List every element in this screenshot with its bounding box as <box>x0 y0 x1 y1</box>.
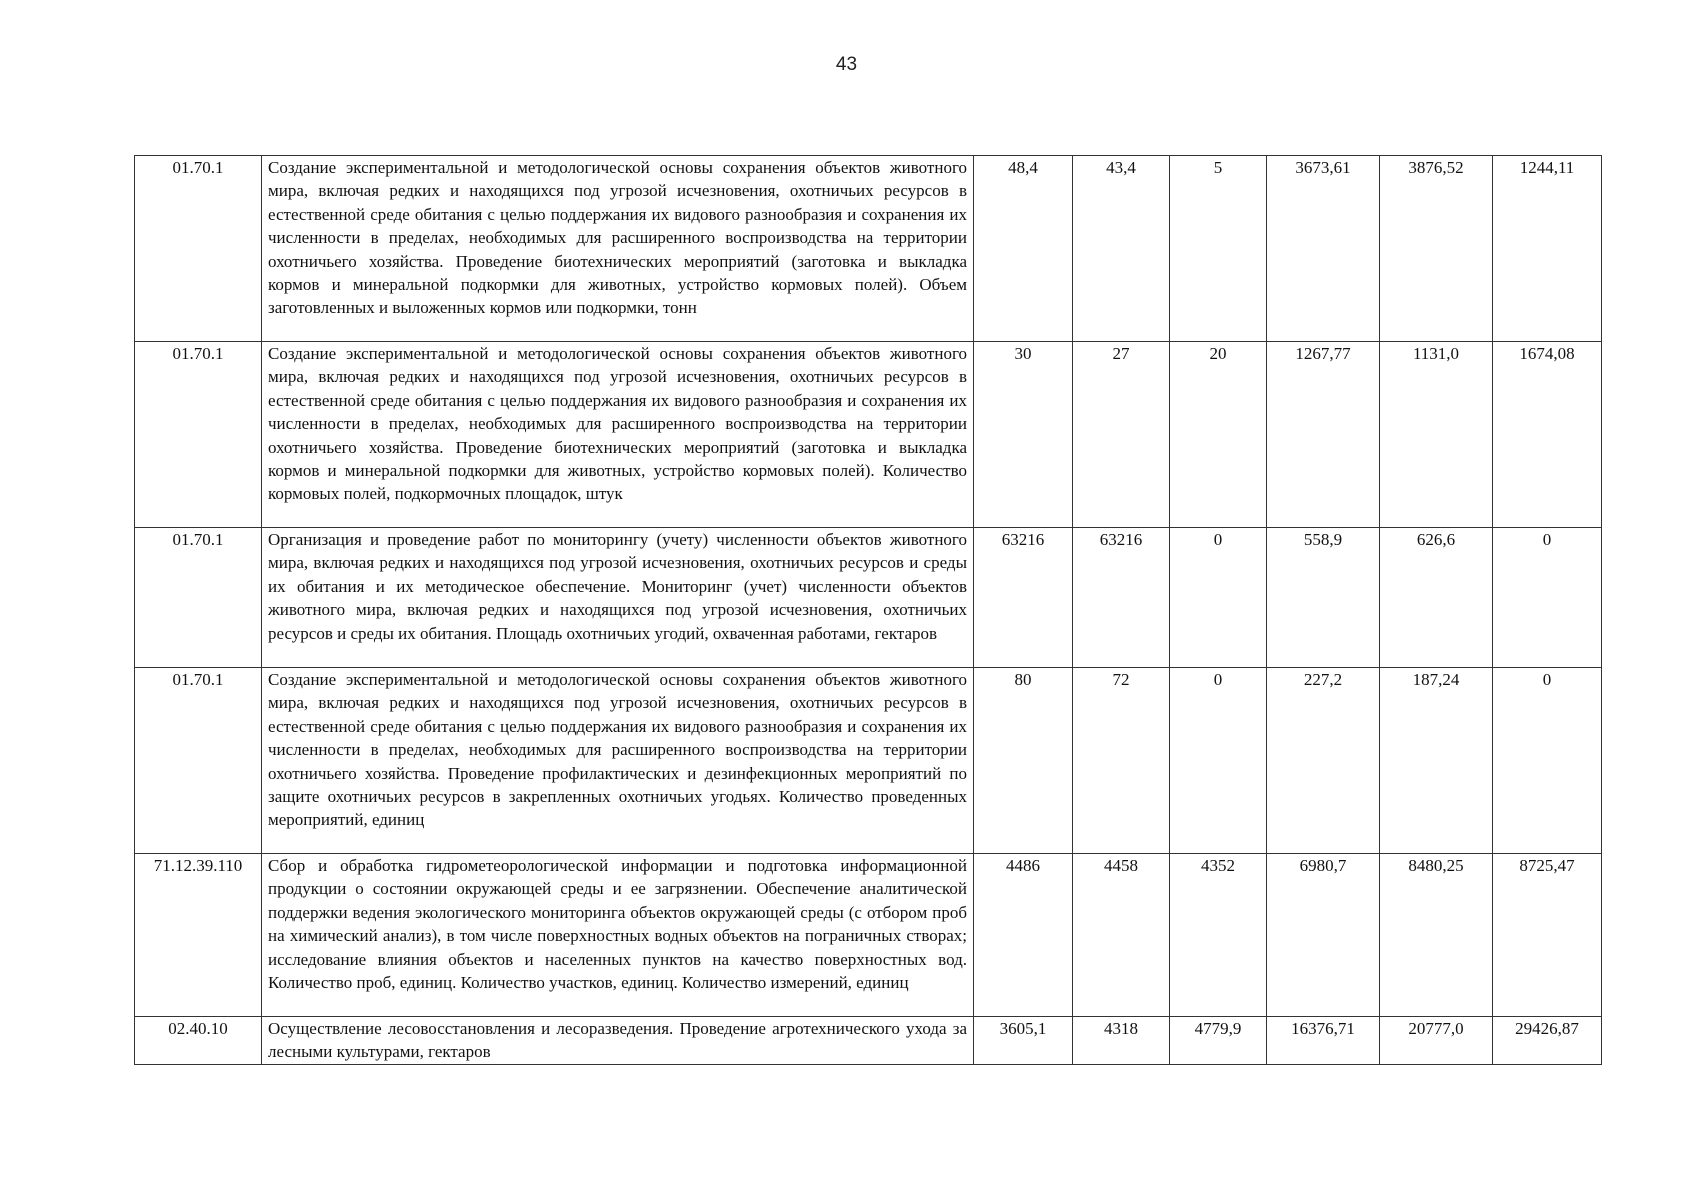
table-row <box>135 1017 1602 1065</box>
value-cell: 5 <box>1170 156 1267 342</box>
value-cell: 3876,52 <box>1380 156 1493 342</box>
activity-description: Организация и проведение работ по мониторингу (учету) численности объектов животного мира, включая редких и находящихся под угрозой исчезновения, охотничьих ресурсов и среды их обитания и их методическое обеспечение. Мониторинг (учет) численности объектов животного мира, включая редких и находящихся под угрозой исчезновения, охотничьих ресурсов и среды их обитания. Площадь охотничьих угодий, охваченная работами, гектаров <box>262 528 974 668</box>
value-cell: 0 <box>1493 528 1602 668</box>
value-cell: 29426,87 <box>1493 1017 1602 1065</box>
activity-code: 71.12.39.110 <box>135 854 262 1017</box>
activity-code: 01.70.1 <box>135 528 262 668</box>
value-cell: 4352 <box>1170 854 1267 1017</box>
value-cell: 626,6 <box>1380 528 1493 668</box>
value-cell: 4779,9 <box>1170 1017 1267 1065</box>
value-cell: 0 <box>1493 668 1602 854</box>
activity-code: 01.70.1 <box>135 668 262 854</box>
activity-description: Осуществление лесовосстановления и лесоразведения. Проведение агротехнического ухода за лесными культурами, гектаров <box>262 1017 974 1065</box>
table-row <box>135 854 1602 1017</box>
value-cell: 20 <box>1170 342 1267 528</box>
table-row <box>135 668 1602 854</box>
table-body <box>135 156 1602 1065</box>
table-row <box>135 156 1602 342</box>
page-number: 43 <box>835 54 858 75</box>
activity-description: Сбор и обработка гидрометеорологической информации и подготовка информационной продукции о состоянии окружающей среды и ее загрязнении. Обеспечение аналитической поддержки ведения экологического мониторинга объектов окружающей среды (с отбором проб на химический анализ), в том числе поверхностных водных объектов на пограничных створах; исследование влияния объектов и населенных пунктов на качество поверхностных вод. Количество проб, единиц. Количество участков, единиц. Количество измерений, единиц <box>262 854 974 1017</box>
value-cell: 80 <box>974 668 1073 854</box>
activity-description: Создание экспериментальной и методологической основы сохранения объектов животного мира, включая редких и находящихся под угрозой исчезновения, охотничьих ресурсов в естественной среде обитания с целью поддержания их видового разнообразия и сохранения их численности в пределах, необходимых для расширенного воспроизводства на территории охотничьего хозяйства. Проведение биотехнических мероприятий (заготовка и выкладка кормов и минеральной подкормки для животных, устройство кормовых полей). Объем заготовленных и выложенных кормов или подкормки, тонн <box>262 156 974 342</box>
value-cell: 0 <box>1170 528 1267 668</box>
value-cell: 1267,77 <box>1267 342 1380 528</box>
value-cell: 16376,71 <box>1267 1017 1380 1065</box>
value-cell: 63216 <box>974 528 1073 668</box>
value-cell: 558,9 <box>1267 528 1380 668</box>
value-cell: 48,4 <box>974 156 1073 342</box>
value-cell: 72 <box>1073 668 1170 854</box>
value-cell: 3673,61 <box>1267 156 1380 342</box>
activity-code: 01.70.1 <box>135 156 262 342</box>
value-cell: 227,2 <box>1267 668 1380 854</box>
value-cell: 4318 <box>1073 1017 1170 1065</box>
table-row <box>135 342 1602 528</box>
activity-code: 02.40.10 <box>135 1017 262 1065</box>
activity-code: 01.70.1 <box>135 342 262 528</box>
value-cell: 4458 <box>1073 854 1170 1017</box>
value-cell: 63216 <box>1073 528 1170 668</box>
value-cell: 8725,47 <box>1493 854 1602 1017</box>
value-cell: 1674,08 <box>1493 342 1602 528</box>
value-cell: 1131,0 <box>1380 342 1493 528</box>
value-cell: 187,24 <box>1380 668 1493 854</box>
activity-description: Создание экспериментальной и методологической основы сохранения объектов животного мира, включая редких и находящихся под угрозой исчезновения, охотничьих ресурсов в естественной среде обитания с целью поддержания их видового разнообразия и сохранения их численности в пределах, необходимых для расширенного воспроизводства на территории охотничьего хозяйства. Проведение биотехнических мероприятий (заготовка и выкладка кормов и минеральной подкормки для животных, устройство кормовых полей). Количество кормовых полей, подкормочных площадок, штук <box>262 342 974 528</box>
value-cell: 43,4 <box>1073 156 1170 342</box>
value-cell: 3605,1 <box>974 1017 1073 1065</box>
value-cell: 4486 <box>974 854 1073 1017</box>
activity-description: Создание экспериментальной и методологической основы сохранения объектов животного мира, включая редких и находящихся под угрозой исчезновения, охотничьих ресурсов в естественной среде обитания с целью поддержания их видового разнообразия и сохранения их численности в пределах, необходимых для расширенного воспроизводства на территории охотничьего хозяйства. Проведение профилактических и дезинфекционных мероприятий по защите охотничьих ресурсов в закрепленных охотничьих угодьях. Количество проведенных мероприятий, единиц <box>262 668 974 854</box>
value-cell: 30 <box>974 342 1073 528</box>
value-cell: 6980,7 <box>1267 854 1380 1017</box>
value-cell: 1244,11 <box>1493 156 1602 342</box>
value-cell: 0 <box>1170 668 1267 854</box>
value-cell: 8480,25 <box>1380 854 1493 1017</box>
value-cell: 20777,0 <box>1380 1017 1493 1065</box>
table-row <box>135 528 1602 668</box>
value-cell: 27 <box>1073 342 1170 528</box>
data-table <box>134 155 1602 1065</box>
